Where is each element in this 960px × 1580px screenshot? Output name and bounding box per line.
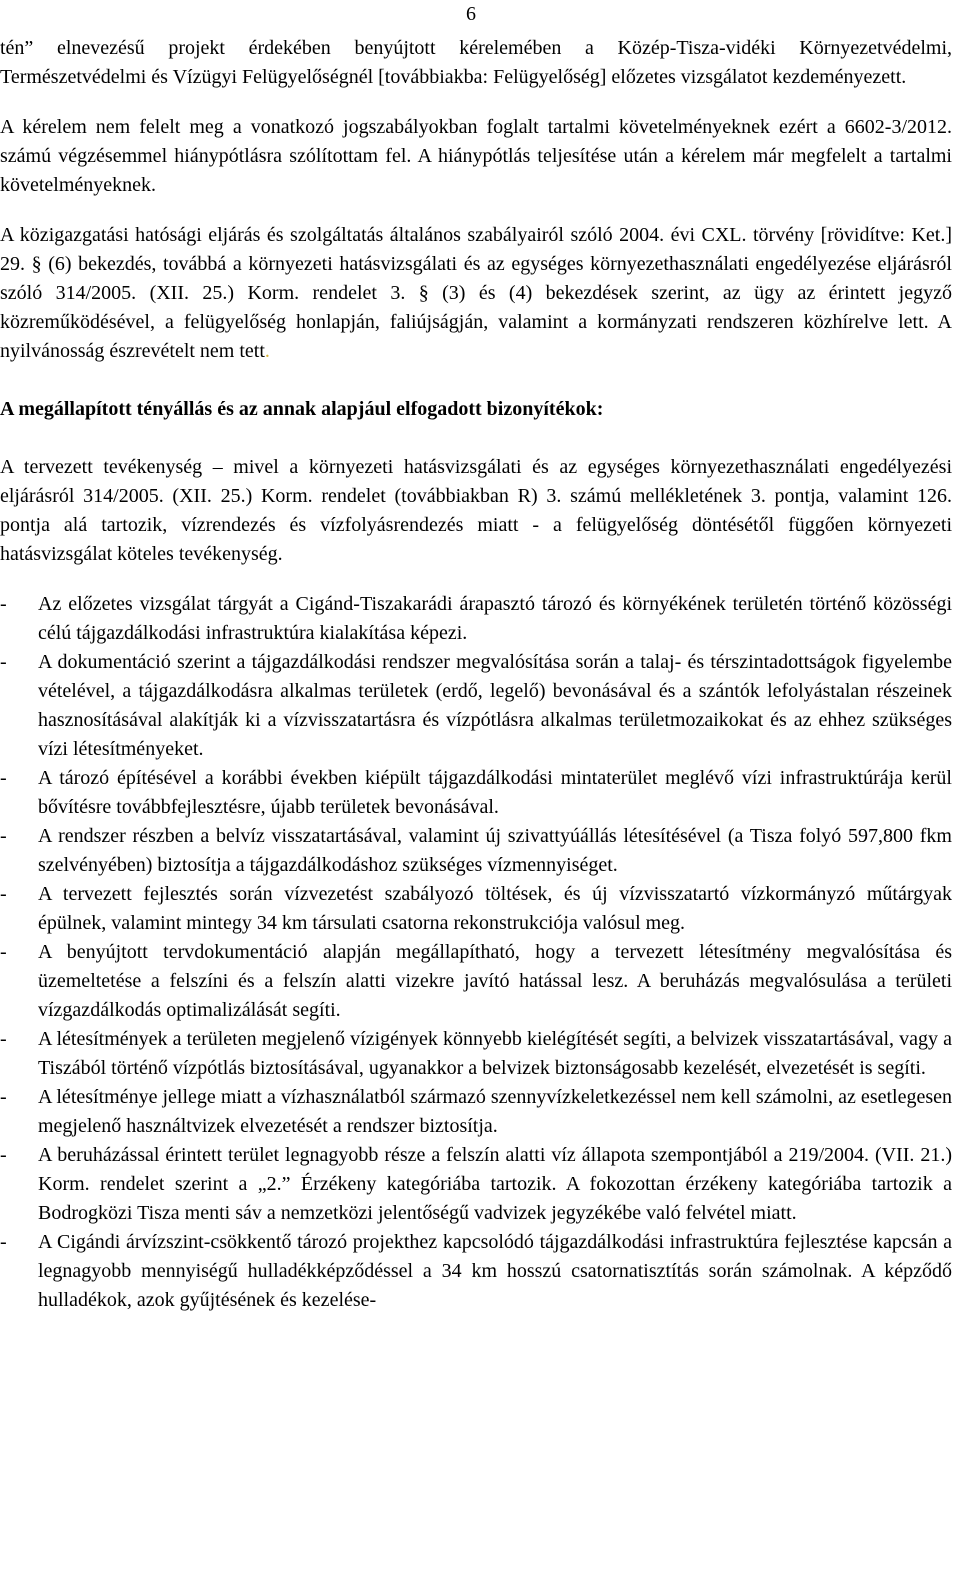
bullet-dash: - xyxy=(0,883,7,905)
list-item: - A tervezett fejlesztés során vízvezetést szabályozó töltések, és új vízvisszatartó vízkormányzó műtárgyak épülnek, valamint mintegy 34 km társulati csatorna rekonstrukciója valósul meg. xyxy=(0,880,952,938)
section-heading: A megállapított tényállás és az annak alapjául elfogadott bizonyítékok: xyxy=(0,398,604,420)
document-body xyxy=(0,34,952,1315)
bullet-dash: - xyxy=(0,1231,7,1253)
public-notice-text: A közigazgatási hatósági eljárás és szolgáltatás általános szabályairól szóló 2004. évi CXL. törvény [rövidítve: Ket.] 29. § (6) bekezdés, továbbá a környezeti hatásvizsgálati és az egységes környezethasználati engedélyezése eljárásról szóló 314/2005. (XII. 25.) Korm. rendelet 3. § (3) és (4) bekezdések szerint, az ügy az érintett jegyző közreműködésével, a felügyelőség honlapján, faliújságján, valamint a kormányzati rendszeren közhírelve lett. A nyilvánosság észrevételt nem tett xyxy=(0,224,952,362)
list-item: - A Cigándi árvízszint-csökkentő tározó projekthez kapcsolódó tájgazdálkodási infrastruktúra fejlesztése kapcsán a legnagyobb mennyiségű hulladékképződéssel a 34 km hosszú csatornatisztítás során számolnak. A képződő hulladékok, azok gyűjtésének és kezelése- xyxy=(0,1228,952,1315)
list-item: - Az előzetes vizsgálat tárgyát a Cigánd-Tiszakarádi árapasztó tározó és környékének területén történő közösségi célú tájgazdálkodási infrastruktúra kialakítása képezi. xyxy=(0,590,952,648)
bullet-dash: - xyxy=(0,941,7,963)
list-item: - A beruházással érintett terület legnagyobb része a felszín alatti víz állapota szempontjából a 219/2004. (VII. 21.) Korm. rendelet szerint a „2.” Érzékeny kategóriába tartozik. A fokozottan érzékeny kategóriába tartozik a Bodrogközi Tisza menti sáv a nemzetközi jelentőségű vadvizek jegyzékébe való felvétel miatt. xyxy=(0,1141,952,1228)
bullet-dash: - xyxy=(0,593,7,615)
list-item: - A rendszer részben a belvíz visszatartásával, valamint új szivattyúállás létesítésével (a Tisza folyó 597,800 fkm szelvényében) biztosítja a tájgazdálkodáshoz szükséges vízmennyiséget. xyxy=(0,822,952,880)
paragraph-public-notice xyxy=(0,221,952,366)
list-item: - A létesítmények a területen megjelenő vízigények könnyebb kielégítését segíti, a belvizek visszatartásával, vagy a Tiszából történő vízpótlás biztosításával, ugyanakkor a belvizek biztonságosabb kezelését, elvezetését is segíti. xyxy=(0,1025,952,1083)
bullet-dash: - xyxy=(0,1086,7,1108)
list-item: - A létesítménye jellege miatt a vízhasználatból származó szennyvízkeletkezéssel nem kell számolni, az esetlegesen megjelenő használtvizek elvezetését a rendszer biztosítja. xyxy=(0,1083,952,1141)
paragraph-deficiency: A kérelem nem felelt meg a vonatkozó jogszabályokban foglalt tartalmi követelményeknek ezért a 6602-3/2012. számú végzésemmel hiánypótlásra szólítottam fel. A hiánypótlás teljesítése után a kérelem már megfelelt a tartalmi követelményeknek. xyxy=(0,116,952,196)
page-number: 6 xyxy=(466,3,476,25)
paragraph-planned-activity: A tervezett tevékenység – mivel a környezeti hatásvizsgálati és az egységes környezethasználati engedélyezési eljárásról 314/2005. (XII. 25.) Korm. rendelet (továbbiakban R) 3. számú mellékletének 3. pontja, valamint 126. pontja alá tartozik, vízrendezés és vízfolyásrendezés miatt - a felügyelőség döntésétől függően környezeti hatásvizsgálat köteles tevékenység. xyxy=(0,456,952,565)
list-item: - A dokumentáció szerint a tájgazdálkodási rendszer megvalósítása során a talaj- és térszintadottságok figyelembe vételével, a tájgazdálkodásra alkalmas területek (erdő, legelő) bevonásával és a szántók lefolyástalan részeinek hasznosításával alakítják ki a vízvisszatartásra és vízpótlásra alkalmas területmozaikokat és az ehhez szükséges vízi létesítményeket. xyxy=(0,648,952,764)
findings-list xyxy=(0,590,952,1315)
bullet-dash: - xyxy=(0,767,7,789)
list-item: - A benyújtott tervdokumentáció alapján megállapítható, hogy a tervezett létesítmény megvalósítása és üzemeltetése a felszíni és a felszín alatti vizekre javító hatással lesz. A beruházás megvalósulása a területi vízgazdálkodás optimalizálását segíti. xyxy=(0,938,952,1025)
paragraph-project-request: tén” elnevezésű projekt érdekében benyújtott kérelemében a Közép-Tisza-vidéki Környezetvédelmi, Természetvédelmi és Vízügyi Felügyelőségnél [továbbiakba: Felügyelőség] előzetes vizsgálatot kezdeményezett. xyxy=(0,37,952,88)
list-item: - A tározó építésével a korábbi években kiépült tájgazdálkodási mintaterület meglévő vízi infrastruktúrája kerül bővítésre továbbfejlesztésre, újabb területek bevonásával. xyxy=(0,764,952,822)
bullet-dash: - xyxy=(0,651,7,673)
bullet-dash: - xyxy=(0,1028,7,1050)
bullet-dash: - xyxy=(0,1144,7,1166)
public-notice-end: . xyxy=(264,340,270,362)
bullet-dash: - xyxy=(0,825,7,847)
